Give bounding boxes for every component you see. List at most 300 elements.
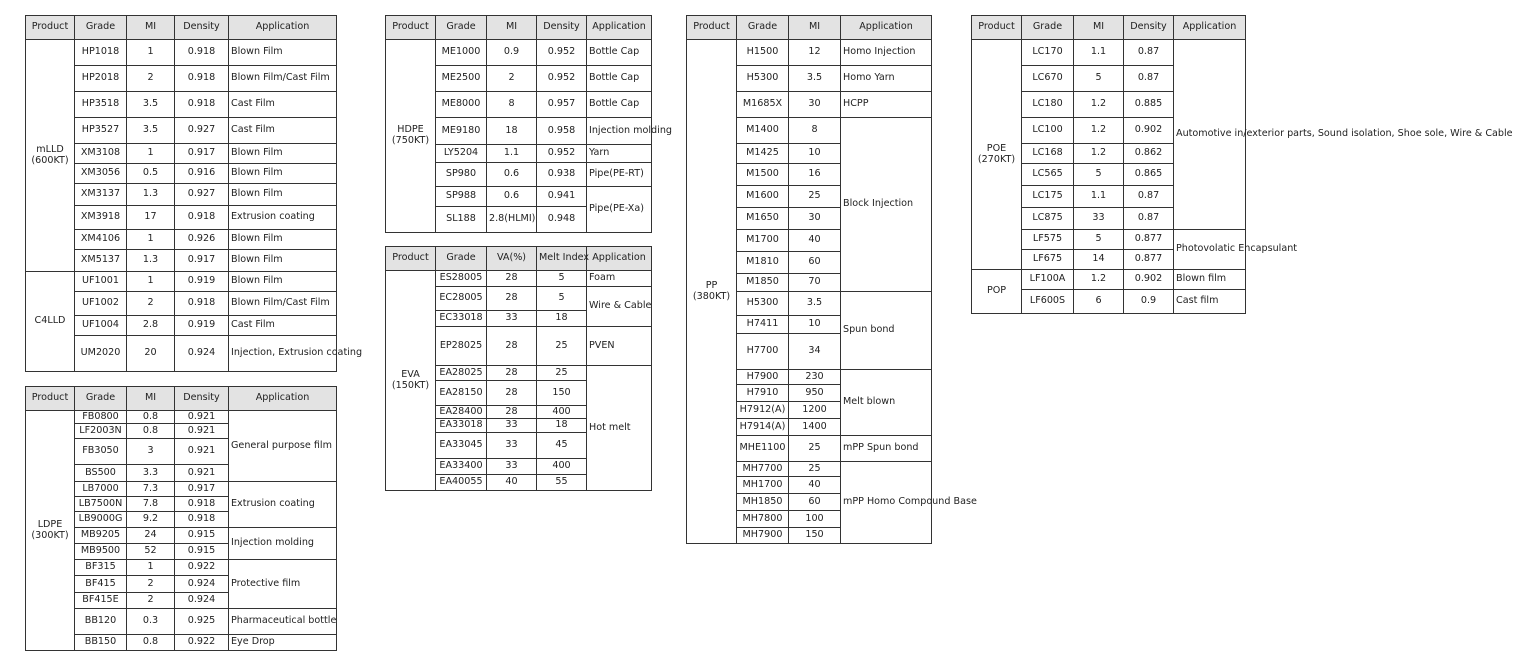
grade-cell: M1500 <box>737 164 789 186</box>
melt-index-cell: 55 <box>537 475 587 491</box>
application-cell: Homo Injection <box>841 40 932 66</box>
grade-cell: XM5137 <box>75 250 127 272</box>
density-cell: 0.952 <box>537 66 587 92</box>
mi-cell: 2.8(HLMI) <box>487 207 537 233</box>
mi-cell: 3.5 <box>789 66 841 92</box>
header-product: Product <box>26 387 75 411</box>
mi-cell: 34 <box>789 334 841 370</box>
mi-cell: 1.2 <box>1074 92 1124 118</box>
mi-cell: 0.5 <box>127 164 175 184</box>
header-product: Product <box>972 16 1022 40</box>
mi-cell: 0.8 <box>127 411 175 424</box>
header-grade: Grade <box>436 16 487 40</box>
mi-cell: 230 <box>789 370 841 385</box>
mi-cell: 25 <box>789 436 841 462</box>
mi-cell: 2 <box>127 593 175 609</box>
application-cell: Blown Film <box>229 272 337 292</box>
mi-cell: 100 <box>789 511 841 528</box>
application-cell: Bottle Cap <box>587 66 652 92</box>
application-cell: Melt blown <box>841 370 932 436</box>
mi-cell: 5 <box>1074 66 1124 92</box>
grade-cell: LC875 <box>1022 208 1074 230</box>
header-application: Application <box>229 387 337 411</box>
header-mi: MI <box>1074 16 1124 40</box>
grade-cell: MH7700 <box>737 462 789 477</box>
density-cell: 0.948 <box>537 207 587 233</box>
mi-cell: 3.5 <box>127 118 175 144</box>
mi-cell: 60 <box>789 252 841 274</box>
application-cell: PVEN <box>587 327 652 366</box>
application-cell: Pharmaceutical bottle <box>229 609 337 635</box>
density-cell: 0.918 <box>175 292 229 316</box>
density-cell: 0.919 <box>175 272 229 292</box>
density-cell: 0.877 <box>1124 250 1174 270</box>
density-cell: 0.941 <box>537 187 587 207</box>
grade-cell: LC170 <box>1022 40 1074 66</box>
mi-cell: 3.5 <box>789 292 841 316</box>
table-header-row <box>386 16 652 40</box>
mlld-c4lld-table <box>25 15 363 372</box>
application-cell: Spun bond <box>841 292 932 370</box>
mi-cell: 16 <box>789 164 841 186</box>
density-cell: 0.957 <box>537 92 587 118</box>
header-application: Application <box>587 247 652 271</box>
mi-cell: 2 <box>127 66 175 92</box>
application-cell: Bottle Cap <box>587 92 652 118</box>
density-cell: 0.927 <box>175 184 229 206</box>
table-row <box>26 40 337 66</box>
application-cell: Injection molding <box>587 118 652 145</box>
header-grade: Grade <box>1022 16 1074 40</box>
mi-cell: 3.5 <box>127 92 175 118</box>
header-mi: MI <box>487 16 537 40</box>
application-cell: mPP Homo Compound Base <box>841 462 932 544</box>
application-cell: Block Injection <box>841 118 932 292</box>
va-cell: 28 <box>487 381 537 406</box>
mi-cell: 1.2 <box>1074 118 1124 144</box>
grade-cell: H1500 <box>737 40 789 66</box>
header-product: Product <box>687 16 737 40</box>
table-row <box>972 40 1246 66</box>
grade-cell: EA28150 <box>436 381 487 406</box>
application-cell: Blown film <box>1174 270 1246 290</box>
grade-cell: LF600S <box>1022 290 1074 314</box>
mi-cell: 950 <box>789 385 841 402</box>
grade-cell: LC168 <box>1022 144 1074 164</box>
application-cell: Pipe(PE-RT) <box>587 163 652 187</box>
mi-cell: 1400 <box>789 419 841 436</box>
hdpe-table <box>385 15 672 233</box>
application-cell: Blown Film <box>229 184 337 206</box>
mi-cell: 1 <box>127 144 175 164</box>
grade-cell: XM3056 <box>75 164 127 184</box>
product-cell: LDPE (300KT) <box>26 411 75 651</box>
header-va: VA(%) <box>487 247 537 271</box>
table-row <box>386 40 652 66</box>
grade-cell: UM2020 <box>75 336 127 372</box>
mi-cell: 52 <box>127 544 175 560</box>
mi-cell: 24 <box>127 528 175 544</box>
grade-cell: MB9205 <box>75 528 127 544</box>
melt-index-cell: 5 <box>537 287 587 311</box>
melt-index-cell: 25 <box>537 327 587 366</box>
application-cell: Blown Film <box>229 250 337 272</box>
grade-cell: MHE1100 <box>737 436 789 462</box>
ldpe-table <box>25 386 337 651</box>
header-grade: Grade <box>75 387 127 411</box>
grade-cell: H5300 <box>737 292 789 316</box>
application-cell: Cast Film <box>229 118 337 144</box>
mi-cell: 14 <box>1074 250 1124 270</box>
mi-cell: 30 <box>789 92 841 118</box>
melt-index-cell: 150 <box>537 381 587 406</box>
density-cell: 0.902 <box>1124 270 1174 290</box>
grade-cell: LB9000G <box>75 512 127 528</box>
density-cell: 0.922 <box>175 560 229 576</box>
grade-cell: M1400 <box>737 118 789 144</box>
density-cell: 0.877 <box>1124 230 1174 250</box>
table-header-row <box>386 247 652 271</box>
application-cell: Blown Film <box>229 40 337 66</box>
mi-cell: 1 <box>127 40 175 66</box>
melt-index-cell: 25 <box>537 366 587 381</box>
grade-cell: ME1000 <box>436 40 487 66</box>
table-row <box>26 272 337 292</box>
mi-cell: 30 <box>789 208 841 230</box>
grade-cell: LC180 <box>1022 92 1074 118</box>
density-cell: 0.918 <box>175 497 229 512</box>
mi-cell: 25 <box>789 186 841 208</box>
mi-cell: 7.8 <box>127 497 175 512</box>
density-cell: 0.917 <box>175 482 229 497</box>
grade-cell: SP980 <box>436 163 487 187</box>
application-cell: Hot melt <box>587 366 652 491</box>
melt-index-cell: 400 <box>537 459 587 475</box>
density-cell: 0.952 <box>537 145 587 163</box>
header-application: Application <box>587 16 652 40</box>
grade-cell: XM3108 <box>75 144 127 164</box>
density-cell: 0.915 <box>175 528 229 544</box>
density-cell: 0.885 <box>1124 92 1174 118</box>
melt-index-cell: 18 <box>537 419 587 433</box>
mi-cell: 2 <box>487 66 537 92</box>
grade-cell: M1685X <box>737 92 789 118</box>
application-cell: Blown Film <box>229 144 337 164</box>
application-cell: Cast film <box>1174 290 1246 314</box>
header-density: Density <box>175 16 229 40</box>
mi-cell: 1.3 <box>127 184 175 206</box>
grade-cell: FB0800 <box>75 411 127 424</box>
grade-cell: ME9180 <box>436 118 487 145</box>
grade-cell: BB150 <box>75 635 127 651</box>
grade-cell: H7910 <box>737 385 789 402</box>
mi-cell: 9.2 <box>127 512 175 528</box>
grade-cell: MH1850 <box>737 494 789 511</box>
grade-cell: FB3050 <box>75 439 127 465</box>
grade-cell: LB7000 <box>75 482 127 497</box>
grade-cell: LY5204 <box>436 145 487 163</box>
density-cell: 0.87 <box>1124 208 1174 230</box>
grade-cell: M1810 <box>737 252 789 274</box>
va-cell: 33 <box>487 311 537 327</box>
grade-cell: EC33018 <box>436 311 487 327</box>
grade-cell: M1700 <box>737 230 789 252</box>
grade-cell: EA33045 <box>436 433 487 459</box>
density-cell: 0.87 <box>1124 40 1174 66</box>
mi-cell: 2 <box>127 576 175 593</box>
density-cell: 0.865 <box>1124 164 1174 186</box>
density-cell: 0.926 <box>175 230 229 250</box>
header-grade: Grade <box>737 16 789 40</box>
melt-index-cell: 18 <box>537 311 587 327</box>
mi-cell: 60 <box>789 494 841 511</box>
product-cell: HDPE (750KT) <box>386 40 436 233</box>
grade-cell: LF575 <box>1022 230 1074 250</box>
grade-cell: H7411 <box>737 316 789 334</box>
grade-cell: HP1018 <box>75 40 127 66</box>
table-header-row <box>26 387 337 411</box>
va-cell: 33 <box>487 419 537 433</box>
mi-cell: 1 <box>127 272 175 292</box>
header-product: Product <box>386 247 436 271</box>
density-cell: 0.917 <box>175 250 229 272</box>
grade-cell: HP2018 <box>75 66 127 92</box>
grade-cell: LB7500N <box>75 497 127 512</box>
grade-cell: LF2003N <box>75 424 127 439</box>
grade-cell: BS500 <box>75 465 127 482</box>
mi-cell: 1.3 <box>127 250 175 272</box>
density-cell: 0.918 <box>175 92 229 118</box>
grade-cell: BF315 <box>75 560 127 576</box>
mi-cell: 0.8 <box>127 424 175 439</box>
density-cell: 0.924 <box>175 576 229 593</box>
density-cell: 0.921 <box>175 411 229 424</box>
mi-cell: 1.1 <box>487 145 537 163</box>
table-row <box>386 271 652 287</box>
mi-cell: 33 <box>1074 208 1124 230</box>
product-cell: mLLD (600KT) <box>26 40 75 272</box>
header-mi: MI <box>789 16 841 40</box>
table-row <box>26 411 337 424</box>
application-cell: Yarn <box>587 145 652 163</box>
product-cell: PP (380KT) <box>687 40 737 544</box>
grade-cell: HP3527 <box>75 118 127 144</box>
application-cell: Injection, Extrusion coating <box>229 336 337 372</box>
mi-cell: 150 <box>789 528 841 544</box>
va-cell: 28 <box>487 271 537 287</box>
header-mi: MI <box>127 16 175 40</box>
mi-cell: 0.6 <box>487 163 537 187</box>
density-cell: 0.921 <box>175 465 229 482</box>
grade-cell: H7914(A) <box>737 419 789 436</box>
header-grade: Grade <box>436 247 487 271</box>
table-row <box>972 270 1246 290</box>
mi-cell: 1 <box>127 560 175 576</box>
application-cell: Protective film <box>229 560 337 609</box>
density-cell: 0.938 <box>537 163 587 187</box>
grade-cell: LC100 <box>1022 118 1074 144</box>
mi-cell: 17 <box>127 206 175 230</box>
application-cell: Cast Film <box>229 316 337 336</box>
product-cell: POE (270KT) <box>972 40 1022 270</box>
density-cell: 0.917 <box>175 144 229 164</box>
va-cell: 28 <box>487 327 537 366</box>
grade-cell: LF675 <box>1022 250 1074 270</box>
grade-cell: LF100A <box>1022 270 1074 290</box>
application-cell: Blown Film <box>229 230 337 250</box>
mi-cell: 0.3 <box>127 609 175 635</box>
density-cell: 0.918 <box>175 66 229 92</box>
density-cell: 0.919 <box>175 316 229 336</box>
mi-cell: 7.3 <box>127 482 175 497</box>
mi-cell: 1.1 <box>1074 186 1124 208</box>
grade-cell: EC28005 <box>436 287 487 311</box>
va-cell: 40 <box>487 475 537 491</box>
va-cell: 33 <box>487 433 537 459</box>
application-cell: Eye Drop <box>229 635 337 651</box>
header-density: Density <box>1124 16 1174 40</box>
grade-cell: XM3137 <box>75 184 127 206</box>
grade-cell: LC175 <box>1022 186 1074 208</box>
header-grade: Grade <box>75 16 127 40</box>
mi-cell: 6 <box>1074 290 1124 314</box>
melt-index-cell: 400 <box>537 406 587 419</box>
mi-cell: 1.2 <box>1074 144 1124 164</box>
grade-cell: UF1004 <box>75 316 127 336</box>
mi-cell: 40 <box>789 230 841 252</box>
header-product: Product <box>386 16 436 40</box>
density-cell: 0.9 <box>1124 290 1174 314</box>
grade-cell: H5300 <box>737 66 789 92</box>
density-cell: 0.87 <box>1124 186 1174 208</box>
grade-cell: SL188 <box>436 207 487 233</box>
va-cell: 28 <box>487 406 537 419</box>
header-application: Application <box>1174 16 1246 40</box>
va-cell: 33 <box>487 459 537 475</box>
application-cell: Homo Yarn <box>841 66 932 92</box>
density-cell: 0.921 <box>175 439 229 465</box>
application-cell: Automotive in/exterior parts, Sound isolation, Shoe sole, Wire & Cable <box>1174 40 1246 230</box>
application-cell: Extrusion coating <box>229 206 337 230</box>
grade-cell: XM4106 <box>75 230 127 250</box>
grade-cell: UF1001 <box>75 272 127 292</box>
density-cell: 0.924 <box>175 593 229 609</box>
melt-index-cell: 45 <box>537 433 587 459</box>
table-header-row <box>972 16 1246 40</box>
mi-cell: 3.3 <box>127 465 175 482</box>
application-cell: Blown Film <box>229 164 337 184</box>
header-density: Density <box>175 387 229 411</box>
density-cell: 0.862 <box>1124 144 1174 164</box>
pp-table <box>686 15 977 544</box>
grade-cell: MB9500 <box>75 544 127 560</box>
mi-cell: 70 <box>789 274 841 292</box>
application-cell: Photovolatic Encapsulant <box>1174 230 1246 270</box>
grade-cell: HP3518 <box>75 92 127 118</box>
header-application: Application <box>841 16 932 40</box>
header-product: Product <box>26 16 75 40</box>
header-density: Density <box>537 16 587 40</box>
application-cell: Extrusion coating <box>229 482 337 528</box>
mi-cell: 1.1 <box>1074 40 1124 66</box>
density-cell: 0.921 <box>175 424 229 439</box>
mi-cell: 0.8 <box>127 635 175 651</box>
density-cell: 0.918 <box>175 206 229 230</box>
grade-cell: ME8000 <box>436 92 487 118</box>
table-header-row <box>26 16 337 40</box>
grade-cell: M1425 <box>737 144 789 164</box>
mi-cell: 12 <box>789 40 841 66</box>
mi-cell: 1200 <box>789 402 841 419</box>
application-cell: Bottle Cap <box>587 40 652 66</box>
density-cell: 0.952 <box>537 40 587 66</box>
density-cell: 0.924 <box>175 336 229 372</box>
grade-cell: BB120 <box>75 609 127 635</box>
density-cell: 0.927 <box>175 118 229 144</box>
grade-cell: M1850 <box>737 274 789 292</box>
mi-cell: 1 <box>127 230 175 250</box>
density-cell: 0.922 <box>175 635 229 651</box>
density-cell: 0.916 <box>175 164 229 184</box>
density-cell: 0.87 <box>1124 66 1174 92</box>
grade-cell: UF1002 <box>75 292 127 316</box>
header-application: Application <box>229 16 337 40</box>
grade-cell: MH7800 <box>737 511 789 528</box>
product-cell: EVA (150KT) <box>386 271 436 491</box>
grade-cell: BF415 <box>75 576 127 593</box>
density-cell: 0.915 <box>175 544 229 560</box>
grade-cell: M1600 <box>737 186 789 208</box>
table-header-row <box>687 16 932 40</box>
product-cell: C4LLD <box>26 272 75 372</box>
density-cell: 0.918 <box>175 512 229 528</box>
grade-cell: H7900 <box>737 370 789 385</box>
mi-cell: 40 <box>789 477 841 494</box>
application-cell: Blown Film/Cast Film <box>229 66 337 92</box>
mi-cell: 0.6 <box>487 187 537 207</box>
grade-cell: ME2500 <box>436 66 487 92</box>
mi-cell: 0.9 <box>487 40 537 66</box>
mi-cell: 5 <box>1074 164 1124 186</box>
va-cell: 28 <box>487 366 537 381</box>
grade-cell: MH7900 <box>737 528 789 544</box>
grade-cell: EA40055 <box>436 475 487 491</box>
grade-cell: ES28005 <box>436 271 487 287</box>
application-cell: Pipe(PE-Xa) <box>587 187 652 233</box>
density-cell: 0.902 <box>1124 118 1174 144</box>
grade-cell: EA28400 <box>436 406 487 419</box>
mi-cell: 20 <box>127 336 175 372</box>
grade-cell: H7700 <box>737 334 789 370</box>
header-melt-index: Melt Index <box>537 247 587 271</box>
grade-cell: EA33400 <box>436 459 487 475</box>
poe-pop-table <box>971 15 1513 314</box>
application-cell: HCPP <box>841 92 932 118</box>
mi-cell: 2.8 <box>127 316 175 336</box>
eva-table <box>385 246 652 491</box>
header-mi: MI <box>127 387 175 411</box>
grade-cell: LC670 <box>1022 66 1074 92</box>
grade-cell: EP28025 <box>436 327 487 366</box>
mi-cell: 10 <box>789 316 841 334</box>
mi-cell: 1.2 <box>1074 270 1124 290</box>
mi-cell: 18 <box>487 118 537 145</box>
density-cell: 0.958 <box>537 118 587 145</box>
application-cell: Foam <box>587 271 652 287</box>
mi-cell: 25 <box>789 462 841 477</box>
mi-cell: 3 <box>127 439 175 465</box>
mi-cell: 5 <box>1074 230 1124 250</box>
